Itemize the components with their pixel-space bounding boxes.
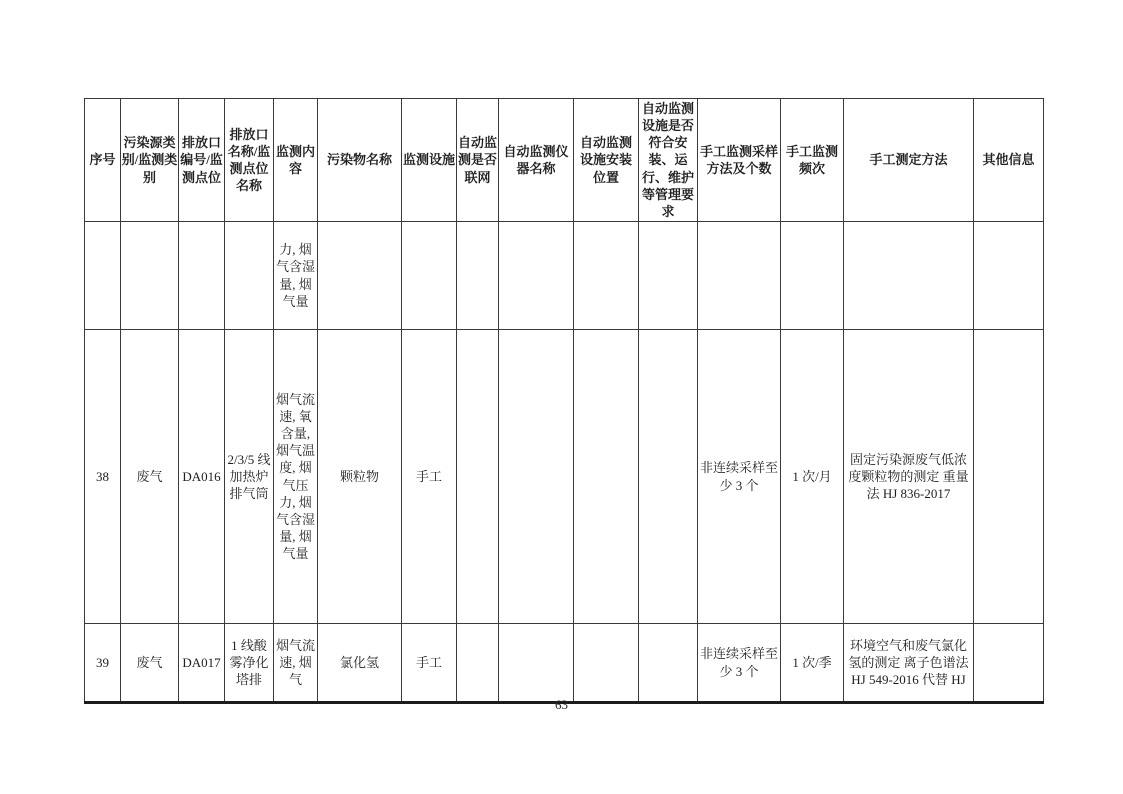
- cell-source-category: 废气: [121, 624, 179, 703]
- cell-auto-networked: [457, 222, 499, 330]
- col-monitor-content: 监测内容: [274, 99, 318, 222]
- cell-manual-analysis-method: 固定污染源废气低浓度颗粒物的测定 重量法 HJ 836-2017: [844, 330, 974, 624]
- col-outlet-no: 排放口编号/监测点位: [179, 99, 225, 222]
- cell-manual-analysis-method: 环境空气和废气氯化氢的测定 离子色谱法 HJ 549-2016 代替 HJ: [844, 624, 974, 703]
- col-auto-instrument: 自动监测仪器名称: [499, 99, 574, 222]
- col-manual-frequency: 手工监测频次: [781, 99, 844, 222]
- monitoring-table: [84, 98, 1044, 704]
- cell-auto-compliance: [639, 624, 698, 703]
- col-manual-sampling-method: 手工监测采样方法及个数: [698, 99, 781, 222]
- cell-auto-instrument: [499, 222, 574, 330]
- col-auto-install-location: 自动监测设施安装位置: [574, 99, 639, 222]
- cell-manual-sampling-method: 非连续采样至少 3 个: [698, 624, 781, 703]
- cell-outlet-no: [179, 222, 225, 330]
- col-auto-compliance: 自动监测设施是否符合安装、运行、维护等管理要求: [639, 99, 698, 222]
- cell-other-info: [974, 330, 1044, 624]
- cell-pollutant-name: [318, 222, 402, 330]
- cell-auto-instrument: [499, 624, 574, 703]
- cell-auto-install-location: [574, 330, 639, 624]
- cell-monitor-facility: [402, 222, 457, 330]
- cell-monitor-facility: 手工: [402, 330, 457, 624]
- cell-seq: 39: [85, 624, 121, 703]
- col-auto-networked: 自动监测是否联网: [457, 99, 499, 222]
- cell-outlet-no: DA016: [179, 330, 225, 624]
- cell-manual-sampling-method: [698, 222, 781, 330]
- table-row-continuation: [85, 222, 1044, 330]
- cell-source-category: 废气: [121, 330, 179, 624]
- cell-source-category: [121, 222, 179, 330]
- cell-outlet-name: 1 线酸雾净化塔排: [225, 624, 274, 703]
- cell-manual-frequency: 1 次/月: [781, 330, 844, 624]
- cell-manual-frequency: [781, 222, 844, 330]
- col-outlet-name: 排放口名称/监测点位名称: [225, 99, 274, 222]
- col-seq: 序号: [85, 99, 121, 222]
- cell-other-info: [974, 222, 1044, 330]
- cell-outlet-name: [225, 222, 274, 330]
- col-source-category: 污染源类别/监测类别: [121, 99, 179, 222]
- cell-manual-sampling-method: 非连续采样至少 3 个: [698, 330, 781, 624]
- cell-seq: 38: [85, 330, 121, 624]
- cell-outlet-name: 2/3/5 线加热炉排气筒: [225, 330, 274, 624]
- cell-auto-instrument: [499, 330, 574, 624]
- cell-auto-install-location: [574, 624, 639, 703]
- col-monitor-facility: 监测设施: [402, 99, 457, 222]
- cell-auto-networked: [457, 330, 499, 624]
- table-row-39: [85, 624, 1044, 703]
- cell-pollutant-name: 氯化氢: [318, 624, 402, 703]
- cell-manual-analysis-method: [844, 222, 974, 330]
- cell-outlet-no: DA017: [179, 624, 225, 703]
- cell-monitor-facility: 手工: [402, 624, 457, 703]
- cell-seq: [85, 222, 121, 330]
- cell-auto-networked: [457, 624, 499, 703]
- header-row: [85, 99, 1044, 222]
- cell-monitor-content: 烟气流速, 氧含量, 烟气温度, 烟气压力, 烟气含湿量, 烟气量: [274, 330, 318, 624]
- cell-other-info: [974, 624, 1044, 703]
- page-number: 63: [555, 697, 568, 712]
- cell-auto-install-location: [574, 222, 639, 330]
- cell-monitor-content: 力, 烟气含湿量, 烟气量: [274, 222, 318, 330]
- col-other-info: 其他信息: [974, 99, 1044, 222]
- col-pollutant-name: 污染物名称: [318, 99, 402, 222]
- cell-auto-compliance: [639, 330, 698, 624]
- cell-pollutant-name: 颗粒物: [318, 330, 402, 624]
- cell-monitor-content: 烟气流速, 烟气: [274, 624, 318, 703]
- cell-auto-compliance: [639, 222, 698, 330]
- table-row-38: [85, 330, 1044, 624]
- col-manual-analysis-method: 手工测定方法: [844, 99, 974, 222]
- cell-manual-frequency: 1 次/季: [781, 624, 844, 703]
